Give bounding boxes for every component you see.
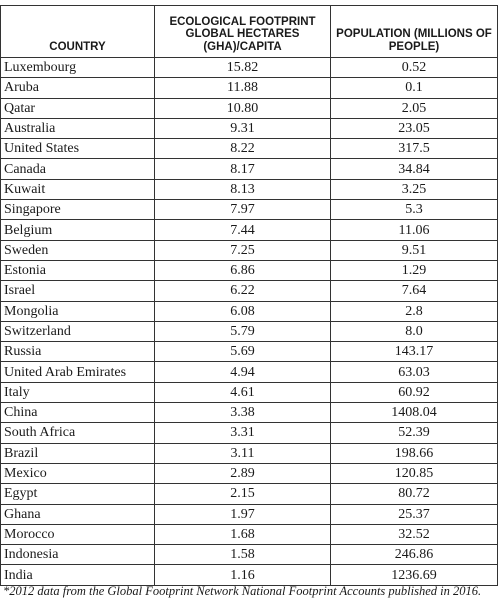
footprint-cell: 15.82: [155, 58, 331, 78]
country-cell: India: [1, 565, 155, 585]
table-row: [1, 220, 498, 240]
country-cell: South Africa: [1, 423, 155, 443]
table-row: [1, 382, 498, 402]
population-cell: 60.92: [331, 382, 498, 402]
table-row: [1, 524, 498, 544]
country-cell: United Arab Emirates: [1, 362, 155, 382]
population-cell: 7.64: [331, 281, 498, 301]
population-cell: 1236.69: [331, 565, 498, 585]
country-cell: Mexico: [1, 463, 155, 483]
country-cell: Kuwait: [1, 179, 155, 199]
population-cell: 198.66: [331, 443, 498, 463]
footprint-cell: 4.61: [155, 382, 331, 402]
table-row: [1, 118, 498, 138]
country-cell: Luxembourg: [1, 58, 155, 78]
country-cell: Mongolia: [1, 301, 155, 321]
footprint-cell: 5.79: [155, 321, 331, 341]
table-row: [1, 200, 498, 220]
table-row: [1, 98, 498, 118]
population-cell: 0.1: [331, 78, 498, 98]
footprint-table: [0, 5, 498, 586]
footprint-cell: 6.08: [155, 301, 331, 321]
population-cell: 32.52: [331, 524, 498, 544]
footprint-cell: 4.94: [155, 362, 331, 382]
footprint-cell: 11.88: [155, 78, 331, 98]
population-cell: 63.03: [331, 362, 498, 382]
population-cell: 0.52: [331, 58, 498, 78]
footprint-cell: 1.68: [155, 524, 331, 544]
population-cell: 1408.04: [331, 403, 498, 423]
footprint-cell: 6.22: [155, 281, 331, 301]
table-row: [1, 342, 498, 362]
footprint-cell: 1.97: [155, 504, 331, 524]
population-cell: 25.37: [331, 504, 498, 524]
population-cell: 246.86: [331, 545, 498, 565]
table-row: [1, 504, 498, 524]
population-cell: 3.25: [331, 179, 498, 199]
table-row: [1, 463, 498, 483]
footprint-cell: 10.80: [155, 98, 331, 118]
footprint-cell: 3.38: [155, 403, 331, 423]
population-cell: 2.05: [331, 98, 498, 118]
footprint-cell: 3.31: [155, 423, 331, 443]
country-cell: Canada: [1, 159, 155, 179]
footprint-cell: 2.89: [155, 463, 331, 483]
footprint-cell: 3.11: [155, 443, 331, 463]
population-cell: 143.17: [331, 342, 498, 362]
header-row: [1, 6, 498, 58]
population-cell: 317.5: [331, 139, 498, 159]
population-cell: 5.3: [331, 200, 498, 220]
footnote: *2012 data from the Global Footprint Network National Footprint Accounts published in 2016.: [3, 584, 482, 598]
table-header: [1, 6, 498, 58]
footprint-cell: 5.69: [155, 342, 331, 362]
country-cell: Morocco: [1, 524, 155, 544]
population-cell: 23.05: [331, 118, 498, 138]
country-cell: Sweden: [1, 240, 155, 260]
column-header-footprint: ECOLOGICAL FOOTPRINT GLOBAL HECTARES (GHA)/CAPITA: [155, 6, 331, 58]
footprint-cell: 8.17: [155, 159, 331, 179]
footprint-cell: 9.31: [155, 118, 331, 138]
population-cell: 52.39: [331, 423, 498, 443]
table-row: [1, 159, 498, 179]
country-cell: Switzerland: [1, 321, 155, 341]
table-body: [1, 58, 498, 586]
column-header-population: POPULATION (MILLIONS OF PEOPLE): [331, 6, 498, 58]
footprint-cell: 1.16: [155, 565, 331, 585]
country-cell: Indonesia: [1, 545, 155, 565]
population-cell: 9.51: [331, 240, 498, 260]
table-row: [1, 179, 498, 199]
footprint-cell: 8.22: [155, 139, 331, 159]
table-row: [1, 362, 498, 382]
table-row: [1, 443, 498, 463]
country-cell: Estonia: [1, 260, 155, 280]
population-cell: 34.84: [331, 159, 498, 179]
table-row: [1, 301, 498, 321]
country-cell: Italy: [1, 382, 155, 402]
table-row: [1, 484, 498, 504]
footprint-cell: 7.44: [155, 220, 331, 240]
footprint-cell: 1.58: [155, 545, 331, 565]
country-cell: Aruba: [1, 78, 155, 98]
table-row: [1, 78, 498, 98]
population-cell: 2.8: [331, 301, 498, 321]
footprint-cell: 7.97: [155, 200, 331, 220]
country-cell: Ghana: [1, 504, 155, 524]
population-cell: 1.29: [331, 260, 498, 280]
table-row: [1, 565, 498, 585]
population-cell: 11.06: [331, 220, 498, 240]
country-cell: China: [1, 403, 155, 423]
footprint-cell: 7.25: [155, 240, 331, 260]
footprint-cell: 6.86: [155, 260, 331, 280]
country-cell: Russia: [1, 342, 155, 362]
country-cell: Israel: [1, 281, 155, 301]
population-cell: 8.0: [331, 321, 498, 341]
table-row: [1, 321, 498, 341]
country-cell: Belgium: [1, 220, 155, 240]
table-row: [1, 58, 498, 78]
country-cell: Singapore: [1, 200, 155, 220]
country-cell: Qatar: [1, 98, 155, 118]
column-header-country: COUNTRY: [1, 6, 155, 58]
table-row: [1, 260, 498, 280]
country-cell: Egypt: [1, 484, 155, 504]
table-row: [1, 240, 498, 260]
table-row: [1, 403, 498, 423]
table-row: [1, 545, 498, 565]
table-row: [1, 281, 498, 301]
table-row: [1, 139, 498, 159]
population-cell: 80.72: [331, 484, 498, 504]
country-cell: Australia: [1, 118, 155, 138]
footprint-cell: 2.15: [155, 484, 331, 504]
population-cell: 120.85: [331, 463, 498, 483]
table-row: [1, 423, 498, 443]
country-cell: United States: [1, 139, 155, 159]
country-cell: Brazil: [1, 443, 155, 463]
footprint-cell: 8.13: [155, 179, 331, 199]
